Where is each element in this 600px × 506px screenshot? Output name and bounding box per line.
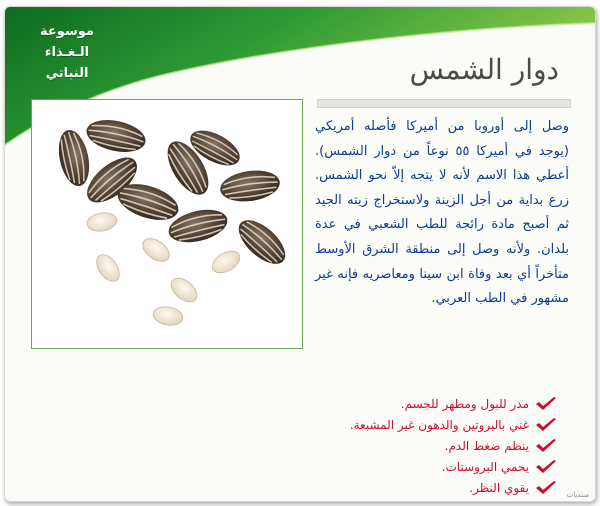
brand-logo [17, 21, 117, 84]
benefit-text: مدر للبول ومطهر للجسم. [400, 396, 529, 411]
benefit-item [350, 435, 557, 456]
watermark: منتديات [566, 491, 589, 499]
brand-line-1: موسوعة [40, 24, 94, 39]
benefit-item [350, 393, 557, 414]
check-mark-icon [535, 459, 557, 475]
check-mark-icon [535, 396, 557, 412]
benefit-text: ينظم ضغط الدم. [444, 438, 529, 453]
brand-line-2: الـغـذاء [44, 45, 90, 60]
check-mark-icon [535, 417, 557, 433]
seeds-illustration [32, 100, 302, 348]
benefit-item [350, 414, 557, 435]
benefit-text: يقوي النظر. [469, 480, 529, 495]
check-mark-icon [535, 480, 557, 496]
benefit-item [350, 456, 557, 477]
benefits-list [350, 393, 557, 498]
benefit-text: غني بالبروتين والدهون غير المشبعة. [349, 417, 529, 432]
benefit-text: يحمي البروستات. [441, 459, 529, 474]
page-title: دوار الشمس [409, 53, 559, 86]
benefit-item [350, 477, 557, 498]
article-body: وصل إلى أوروبا من أميركا فأصله أمريكي (يوجد في أميركا ٥٥ نوعاً من دوار الشمس). أعطي هذا الاسم لأنه لا يتجه إلاّ نحو الشمس. زرع بداية من أجل الزينة ولاستخراج زيته الجيد ثم أصبح مادة رائجة للطب الشعبي في عدة بلدان. ولأنه وصل إلى منطقة الشرق الأوسط متأخراً أي بعد وفاة ابن سينا ومعاصريه فإنه غير مشهور في الطب العربي. [315, 119, 569, 307]
check-mark-icon [535, 438, 557, 454]
title-underline [317, 99, 571, 108]
sunflower-seeds-image [31, 99, 303, 349]
encyclopedia-card [4, 6, 596, 502]
brand-line-3: النباتي [45, 66, 89, 81]
